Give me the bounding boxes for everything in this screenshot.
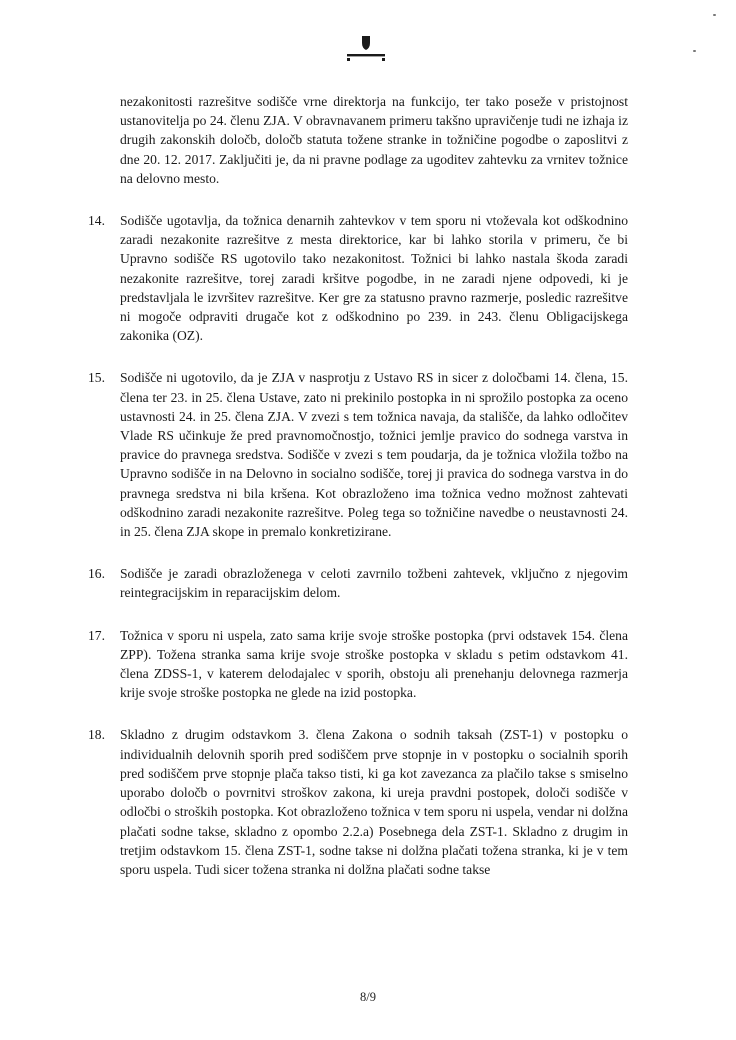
paragraph-text: Tožnica v sporu ni uspela, zato sama krije svoje stroške postopka (prvi odstavek 154. člena ZPP). Tožena stranka sama krije svoje stroške postopka v skladu s petim odstavkom 41. člena ZDSS-1, v katerem delodajalec v sporih, obstoju ali prenehanju delovnega razmerja krije svoje stroške postopka ne glede na izid postopka. bbox=[120, 627, 628, 701]
scan-artifact-dot bbox=[693, 50, 696, 52]
coat-of-arms-emblem bbox=[340, 34, 392, 64]
paragraph-text: Sodišče je zaradi obrazloženega v celoti zavrnilo tožbeni zahtevek, vključno z njegovim reintegracijskim in reparacijskim delom. bbox=[120, 566, 628, 601]
paragraph-continued bbox=[120, 92, 628, 188]
scan-artifact-dot bbox=[713, 14, 716, 16]
paragraph-number: 18. bbox=[88, 727, 105, 743]
paragraph-number: 17. bbox=[88, 627, 105, 643]
paragraph-15 bbox=[88, 368, 628, 541]
paragraph-18 bbox=[88, 725, 628, 879]
paragraph-number: 14. bbox=[88, 213, 105, 229]
paragraph-text: nezakonitosti razrešitve sodišče vrne direktorja na funkcijo, ter tako poseže v pristojnost ustanovitelja po 24. členu ZJA. V obravnavanem primeru takšno upravičenje tudi ne izhaja iz drugih zakonskih določb, določb statuta tožene stranke in tožničine pogodbe o zaposlitvi z dne 20. 12. 2017. Zaključiti je, da ni pravne podlage za ugoditev zahtevku za vrnitev tožnice na delovno mesto. bbox=[120, 94, 628, 186]
paragraph-14 bbox=[88, 211, 628, 345]
paragraph-number: 16. bbox=[88, 566, 105, 582]
paragraph-number: 15. bbox=[88, 370, 105, 386]
paragraph-text: Skladno z drugim odstavkom 3. člena Zakona o sodnih taksah (ZST-1) v postopku o individualnih delovnih sporih pred sodiščem prve stopnje in v postopku o socialnih sporih pred sodiščem prve stopnje plača takso tisti, ki ga kot zavezanca za plačilo takse s smiselno uporabo določb o povrnitvi stroškov zakona, ki ureja pravdni postopek, določi sodišče v odločbi o stroških postopka. Kot obrazloženo tožnica v tem sporu ni uspela, vendar ni dolžna plačati sodne takse, skladno z opombo 2.2.a) Posebnega dela ZST-1. Skladno z drugim in tretjim odstavkom 15. člena ZST-1, sodne takse ni dolžna plačati tožena stranka, ki je v tem sporu uspela. Tudi sicer tožena stranka ni dolžna plačati sodne takse bbox=[120, 727, 628, 877]
document-body bbox=[88, 92, 628, 902]
paragraph-16 bbox=[88, 564, 628, 602]
paragraph-17 bbox=[88, 626, 628, 703]
paragraph-text: Sodišče ugotavlja, da tožnica denarnih zahtevkov v tem sporu ni vtoževala kot odškodnino zaradi nezakonite razrešitve z mesta direktorice, kar bi lahko storila v primeru, če bi Upravno sodišče RS ugotovilo tako nezakonitost. Tožnici bi lahko nastala škoda zaradi nezakonite razrešitve, torej zaradi kršitve pogodbe, in ne zaradi njene odpovedi, ki je predstavljala le izvršitev razrešitve. Ker gre za statusno pravno razmerje, posledic razrešitve ni mogoče odpraviti drugače kot z odškodnino po 239. in 243. členu Obligacijskega zakonika (OZ). bbox=[120, 213, 628, 344]
paragraph-text: Sodišče ni ugotovilo, da je ZJA v nasprotju z Ustavo RS in sicer z določbami 14. člena, 15. člena ter 23. in 25. člena Ustave, zato ni prekinilo postopka in ni sprožilo postopka za oceno ustavnosti 24. in 25. člena ZJA. V zvezi s tem tožnica navaja, da stališče, da lahko odločitev Vlade RS učinkuje že pred pravnomočnostjo, tožnici jemlje pravico do sodnega varstva in pravice do pravnega sredstva. Sodišče v zvezi s tem poudarja, da je tožnica vložila tožbo na Upravno sodišče in na Delovno in socialno sodišče, torej ji pravica do sodnega varstva in do pravnega sredstva ni bila kršena. Kot obrazloženo ima tožnica vedno možnost zahtevati odškodnino zaradi nezakonite razrešitve. Poleg tega so tožničine navedbe o neustavnosti 24. in 25. člena ZJA skope in premalo konkretizirane. bbox=[120, 370, 628, 540]
page-number: 8/9 bbox=[360, 990, 376, 1004]
